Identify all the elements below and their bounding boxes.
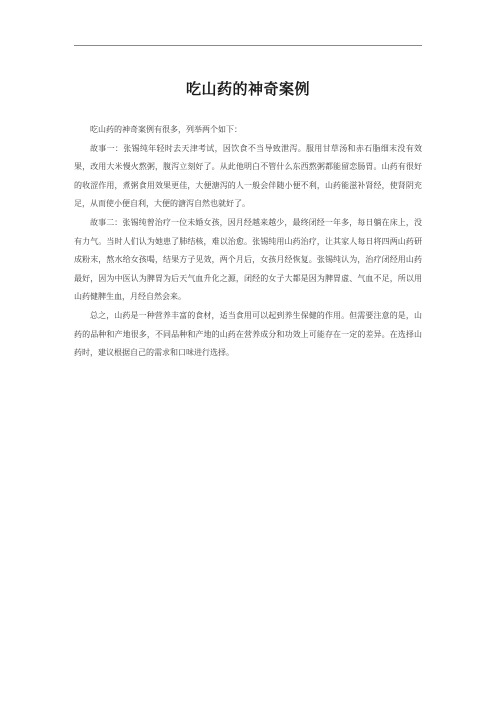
conclusion-paragraph: 总之，山药是一种营养丰富的食材，适当食用可以起到养生保健的作用。但需要注意的是，山药的品种和产地很多，不同品种和产地的山药在营养成分和功效上可能存在一定的差异。在选择山药时，建议根据自己的需求和口味进行选择。 <box>74 310 422 358</box>
header-rule <box>74 45 422 46</box>
intro-paragraph: 吃山药的神奇案例有很多，列举两个如下： <box>90 125 242 134</box>
story-two-paragraph: 故事二：张锡纯曾治疗一位未婚女孩，因月经越来越少，最终闭经一年多，每日躺在床上，没有力气。当时人们认为她患了肺结核，难以治愈。张锡纯用山药治疗，让其家人每日将四两山药研成粉末，熬水给女孩喝，结果方子见效，两个月后，女孩月经恢复。张锡纯认为，治疗闭经用山药最好，因为中医认为脾胃为后天气血升化之源，闭经的女子大都是因为脾胃虚、气血不足，所以用山药健脾生血，月经自然会来。 <box>74 217 422 302</box>
story-one-paragraph: 故事一：张锡纯年轻时去天津考试，因饮食不当导致泄泻。服用甘草汤和赤石脂细末没有效果，改用大米慢火熬粥，腹泻立刻好了。从此他明白不管什么东西熬粥都能留恋肠胃。山药有很好的收涩作用，煮粥食用效果更佳，大便溏泻的人一般会伴随小便不利，山药能滋补肾经，使肾阴充足，从而使小便自利，大便的溏泻自然也就好了。 <box>74 143 422 209</box>
document-body <box>74 121 422 363</box>
document-title: 吃山药的神奇案例 <box>185 80 310 98</box>
